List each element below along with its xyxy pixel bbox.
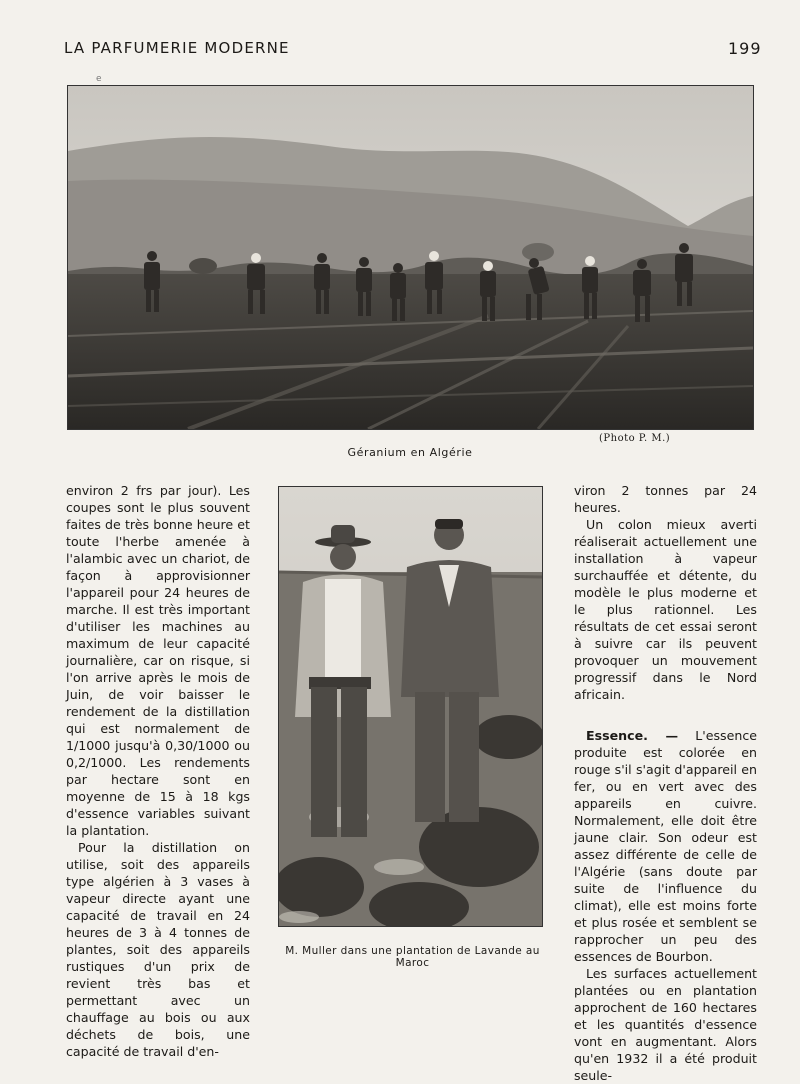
running-head: LA PARFUMERIE MODERNE bbox=[64, 39, 290, 57]
lavender-plantation-photo bbox=[278, 486, 543, 927]
photo-credit: (Photo P. M.) bbox=[599, 433, 671, 444]
text-column-left bbox=[66, 482, 250, 1060]
geranium-photo-caption: Géranium en Algérie bbox=[347, 446, 473, 459]
paragraph: Pour la distillation on utilise, soit des appareils type algérien à 3 vases à vapeur directe ayant une capacité de travail en 24 heures de 3 à 4 tonnes de plantes, soit des appareils rustiques d'un prix de revient très bas et permettant avec un chauffage au bois ou aux déchets de bois, une capacité de travail d'en- bbox=[66, 840, 250, 1059]
paragraph: Un colon mieux averti réaliserait actuellement une installation à vapeur surchauffée et détente, du modèle le plus moderne et le plus rationnel. Les résultats de cet essai seront à suivre car ils peuvent provoquer un mouvement progressif dans le Nord africain. bbox=[574, 517, 757, 702]
geranium-field-photo bbox=[67, 85, 754, 430]
ink-mark: e bbox=[96, 74, 102, 84]
paragraph-text: L'essence produite est colorée en rouge s'il s'agit d'appareil en fer, ou en vert avec des appareils en cuivre. Normalement, elle doit être jaune clair. Son odeur est assez différente de celle de l'Algérie (sans doute par suite de l'influence du climat), elle est moins forte et plus rosée et semblent se rapprocher un peu des essences de Bourbon. bbox=[574, 728, 757, 964]
lavender-photo-caption: M. Muller dans une plantation de Lavande au Maroc bbox=[285, 945, 540, 969]
section-heading: Essence. — bbox=[586, 728, 679, 743]
paragraph: Les surfaces actuellement plantées ou en plantation approchent de 160 hectares et les quantités d'essence vont en augmentant. Alors qu'en 1932 il a été produit seule- bbox=[574, 966, 757, 1083]
paragraph: environ 2 frs par jour). Les coupes sont le plus souvent faites de très bonne heure et toute l'herbe amenée à l'alambic avec un chariot, de façon à approvisionner l'appareil pour 24 heures de marche. Il est très important d'utiliser les machines au maximum de leur capacité journalière, car on risque, si l'on arrive après le mois de Juin, de voir baisser le rendement de la distillation qui est normalement de 1/1000 jusqu'à 0,30/1000 ou 0,2/1000. Les rendements par hectare sont en moyenne de 15 à 18 kgs d'essence variables suivant la plantation. bbox=[66, 483, 250, 838]
essence-paragraph bbox=[574, 727, 757, 965]
paragraph: viron 2 tonnes par 24 heures. bbox=[574, 483, 757, 515]
page-number: 199 bbox=[728, 39, 762, 58]
text-column-right bbox=[574, 482, 757, 1084]
